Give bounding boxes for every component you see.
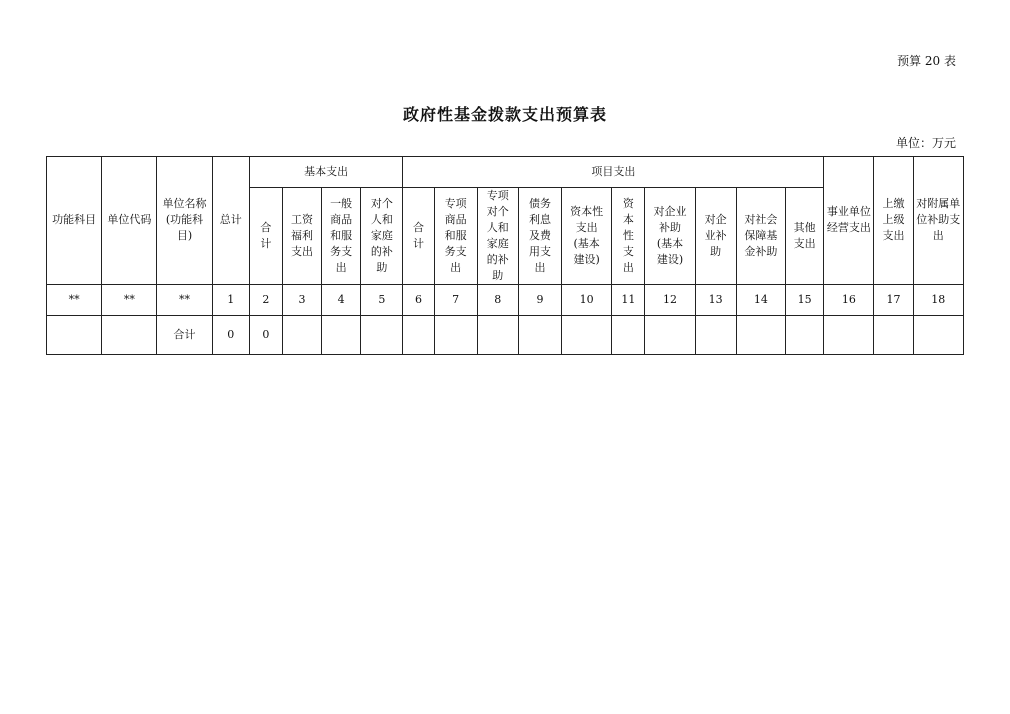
header-project-sub: 其他支出 bbox=[785, 188, 823, 285]
column-number-row bbox=[47, 284, 964, 315]
header-fushu-subsidy: 对附属单位补助支出 bbox=[913, 157, 963, 285]
header-project-sub: 专项商品和服务支出 bbox=[434, 188, 477, 285]
column-number: ** bbox=[157, 284, 212, 315]
form-number: 预算 20 表 bbox=[897, 54, 956, 68]
column-number: 8 bbox=[477, 284, 518, 315]
total-cell: 0 bbox=[249, 315, 282, 354]
header-project-sub: 资本性支出 bbox=[612, 188, 645, 285]
header-row-groups bbox=[47, 157, 964, 188]
total-cell bbox=[322, 315, 361, 354]
header-unit-code: 单位代码 bbox=[102, 157, 157, 285]
column-number: ** bbox=[102, 284, 157, 315]
budget-table bbox=[46, 156, 964, 355]
header-project-sub: 债务利息及费用支出 bbox=[518, 188, 561, 285]
header-project-sub: 合计 bbox=[403, 188, 434, 285]
total-cell bbox=[47, 315, 102, 354]
header-total: 总计 bbox=[212, 157, 249, 285]
column-number: 5 bbox=[361, 284, 403, 315]
header-project-sub: 专项对个人和家庭的补助 bbox=[477, 188, 518, 285]
page-title: 政府性基金拨款支出预算表 bbox=[402, 105, 607, 124]
header-project-sub: 对社会保障基金补助 bbox=[736, 188, 785, 285]
column-number: 6 bbox=[403, 284, 434, 315]
total-cell bbox=[913, 315, 963, 354]
column-number: 12 bbox=[645, 284, 695, 315]
column-number: 14 bbox=[736, 284, 785, 315]
column-number: 10 bbox=[562, 284, 612, 315]
total-cell bbox=[785, 315, 823, 354]
total-cell bbox=[518, 315, 561, 354]
column-number: 11 bbox=[612, 284, 645, 315]
header-project-sub: 对企业补助(基本建设) bbox=[645, 188, 695, 285]
column-number: 18 bbox=[913, 284, 963, 315]
total-cell bbox=[434, 315, 477, 354]
header-project-sub: 资本性支出(基本建设) bbox=[562, 188, 612, 285]
total-cell bbox=[403, 315, 434, 354]
column-number: 15 bbox=[785, 284, 823, 315]
total-cell bbox=[477, 315, 518, 354]
header-shangjiao: 上缴上级支出 bbox=[874, 157, 913, 285]
header-basic-sub: 对个人和家庭的补助 bbox=[361, 188, 403, 285]
header-project-expenditure: 项目支出 bbox=[403, 157, 824, 188]
header-shiye-operating: 事业单位经营支出 bbox=[824, 157, 874, 285]
total-cell: 0 bbox=[212, 315, 249, 354]
header-project-sub: 对企业补助 bbox=[695, 188, 736, 285]
column-number: 13 bbox=[695, 284, 736, 315]
total-cell bbox=[562, 315, 612, 354]
total-row bbox=[47, 315, 964, 354]
column-number: 16 bbox=[824, 284, 874, 315]
header-unit-name: 单位名称(功能科目) bbox=[157, 157, 212, 285]
header-basic-expenditure: 基本支出 bbox=[249, 157, 403, 188]
total-cell bbox=[874, 315, 913, 354]
unit-label: 单位：万元 bbox=[895, 136, 956, 150]
total-cell bbox=[736, 315, 785, 354]
column-number: 17 bbox=[874, 284, 913, 315]
header-basic-sub: 一般商品和服务支出 bbox=[322, 188, 361, 285]
column-number: ** bbox=[47, 284, 102, 315]
total-cell bbox=[695, 315, 736, 354]
total-cell bbox=[361, 315, 403, 354]
total-cell bbox=[612, 315, 645, 354]
total-cell bbox=[824, 315, 874, 354]
column-number: 1 bbox=[212, 284, 249, 315]
header-basic-sub: 工资福利支出 bbox=[282, 188, 321, 285]
total-cell bbox=[645, 315, 695, 354]
total-label: 合计 bbox=[157, 315, 212, 354]
column-number: 9 bbox=[518, 284, 561, 315]
column-number: 4 bbox=[322, 284, 361, 315]
header-basic-sub: 合计 bbox=[249, 188, 282, 285]
column-number: 7 bbox=[434, 284, 477, 315]
column-number: 3 bbox=[282, 284, 321, 315]
column-number: 2 bbox=[249, 284, 282, 315]
total-cell bbox=[282, 315, 321, 354]
header-func-subject: 功能科目 bbox=[47, 157, 102, 285]
total-cell bbox=[102, 315, 157, 354]
